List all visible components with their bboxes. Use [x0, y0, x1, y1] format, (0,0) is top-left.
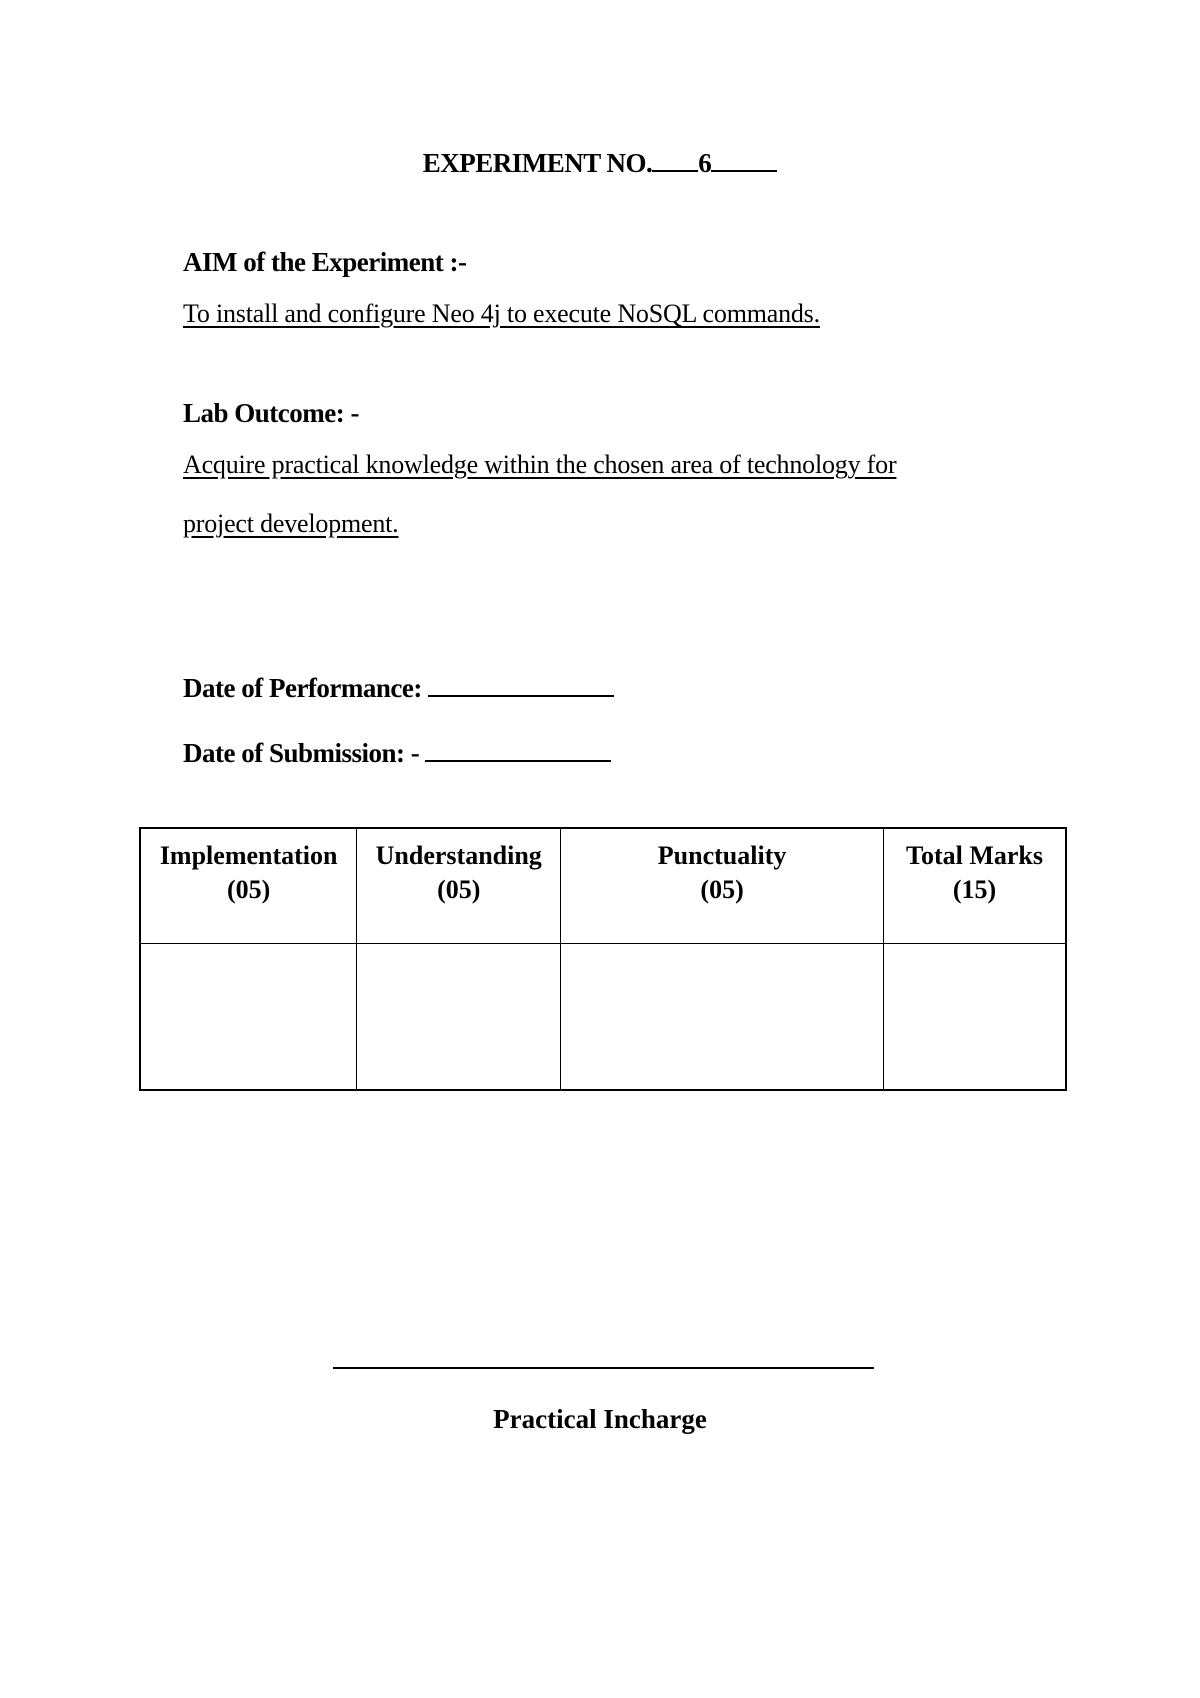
- value-total-marks-cell: [884, 943, 1066, 1090]
- lab-outcome-line-2: project development.: [183, 509, 399, 538]
- header-understanding: [357, 828, 561, 943]
- signature-label: Practical Incharge: [493, 1404, 707, 1434]
- marks-value-row: [140, 943, 1066, 1090]
- lab-outcome-line-1: Acquire practical knowledge within the chosen area of technology for: [183, 450, 897, 479]
- header-implementation-name: Implementation: [159, 841, 338, 870]
- date-of-submission: [183, 736, 611, 769]
- experiment-title: [0, 146, 1200, 179]
- value-punctuality-cell: [561, 943, 884, 1090]
- aim-label: AIM of the Experiment :-: [183, 247, 467, 277]
- date-of-performance-label: Date of Performance:: [183, 673, 422, 703]
- value-understanding-cell: [357, 943, 561, 1090]
- header-punctuality-max: (05): [700, 875, 744, 904]
- date-of-performance: [183, 671, 614, 704]
- header-implementation: [140, 828, 357, 943]
- marks-table: [139, 827, 1067, 1091]
- aim-text: To install and configure Neo 4j to execute NoSQL commands.: [183, 299, 820, 328]
- experiment-number: 6: [698, 148, 712, 178]
- header-punctuality-name: Punctuality: [657, 841, 787, 870]
- date-of-performance-blank: [428, 671, 614, 697]
- title-underline-after: [711, 146, 777, 172]
- header-total-marks-max: (15): [952, 875, 997, 904]
- experiment-title-prefix: EXPERIMENT NO.: [422, 148, 653, 178]
- date-of-submission-blank: [425, 736, 611, 762]
- signature-line: [333, 1367, 874, 1369]
- title-underline-before: [652, 146, 698, 172]
- date-of-submission-label: Date of Submission: -: [183, 738, 420, 768]
- header-total-marks-name: Total Marks: [906, 841, 1044, 870]
- lab-outcome-label: Lab Outcome: -: [183, 398, 359, 428]
- header-understanding-name: Understanding: [375, 841, 542, 870]
- value-implementation-cell: [140, 943, 357, 1090]
- header-punctuality: [561, 828, 884, 943]
- header-understanding-max: (05): [437, 875, 481, 904]
- header-total-marks: [884, 828, 1066, 943]
- marks-header-row: [140, 828, 1066, 943]
- header-implementation-max: (05): [226, 875, 271, 904]
